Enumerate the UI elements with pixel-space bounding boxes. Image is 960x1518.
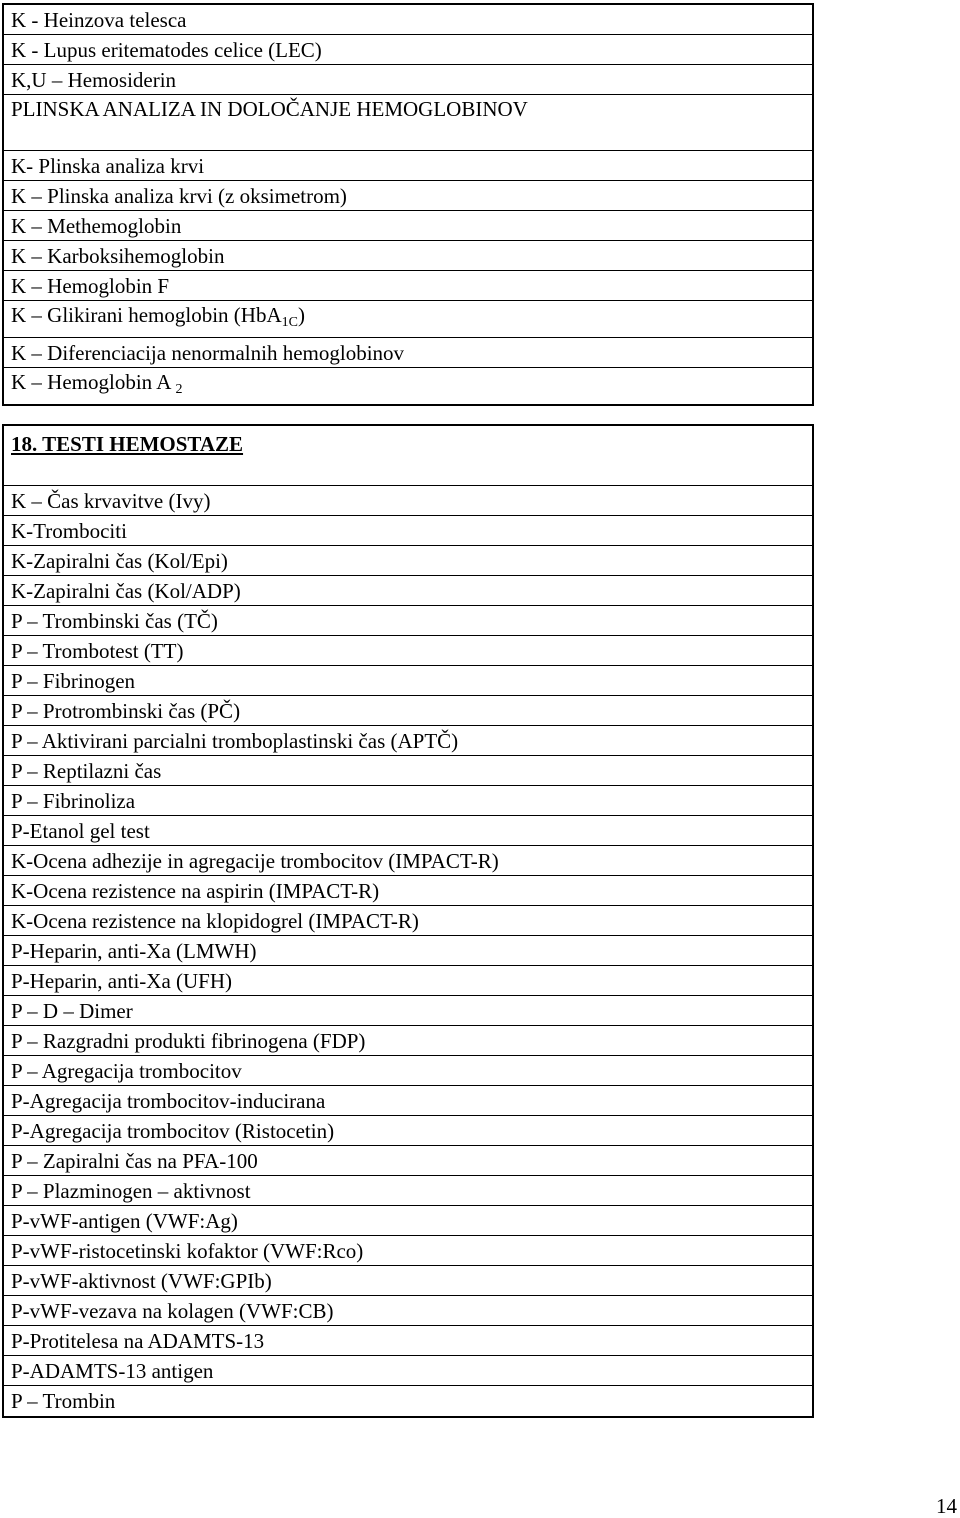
test-row: P – D – Dimer: [3, 996, 813, 1026]
test-row: P – Plazminogen – aktivnost: [3, 1176, 813, 1206]
test-row: P-ADAMTS-13 antigen: [3, 1356, 813, 1386]
test-row: P – Zapiralni čas na PFA-100: [3, 1146, 813, 1176]
test-row: P-vWF-ristocetinski kofaktor (VWF:Rco): [3, 1236, 813, 1266]
test-table-top: [2, 3, 814, 406]
test-row: K-Zapiralni čas (Kol/ADP): [3, 576, 813, 606]
test-row: P – Trombotest (TT): [3, 636, 813, 666]
test-row: P – Trombin: [3, 1386, 813, 1418]
test-row: K – Čas krvavitve (Ivy): [3, 486, 813, 516]
test-row: P – Reptilazni čas: [3, 756, 813, 786]
test-row: P – Aktivirani parcialni tromboplastinski čas (APTČ): [3, 726, 813, 756]
test-row: K – Diferenciacija nenormalnih hemoglobinov: [3, 338, 813, 368]
test-row: K - Lupus eritematodes celice (LEC): [3, 35, 813, 65]
test-label: K – Hemoglobin A: [11, 370, 176, 394]
test-row: K-Ocena rezistence na aspirin (IMPACT-R): [3, 876, 813, 906]
test-row: K – Plinska analiza krvi (z oksimetrom): [3, 181, 813, 211]
test-row: P-vWF-antigen (VWF:Ag): [3, 1206, 813, 1236]
test-row: K - Heinzova telesca: [3, 4, 813, 35]
test-row: P – Fibrinogen: [3, 666, 813, 696]
test-row: K – Hemoglobin F: [3, 271, 813, 301]
test-row: P – Fibrinoliza: [3, 786, 813, 816]
test-row: K – Methemoglobin: [3, 211, 813, 241]
test-row: P-vWF-vezava na kolagen (VWF:CB): [3, 1296, 813, 1326]
test-row-hba1c: [3, 301, 813, 338]
test-label: K – Glikirani hemoglobin (HbA: [11, 303, 282, 327]
test-row: P – Trombinski čas (TČ): [3, 606, 813, 636]
test-row: P – Agregacija trombocitov: [3, 1056, 813, 1086]
test-row: P – Protrombinski čas (PČ): [3, 696, 813, 726]
test-row: K-Trombociti: [3, 516, 813, 546]
test-row: P-Agregacija trombocitov (Ristocetin): [3, 1116, 813, 1146]
test-row: K – Karboksihemoglobin: [3, 241, 813, 271]
section-heading-text: 18. TESTI HEMOSTAZE: [11, 432, 244, 456]
test-row: P – Razgradni produkti fibrinogena (FDP): [3, 1026, 813, 1056]
test-row: P-Etanol gel test: [3, 816, 813, 846]
test-row: K-Ocena adhezije in agregacije trombocitov (IMPACT-R): [3, 846, 813, 876]
test-row: P-Heparin, anti-Xa (LMWH): [3, 936, 813, 966]
test-row: K,U – Hemosiderin: [3, 65, 813, 95]
test-row: K-Zapiralni čas (Kol/Epi): [3, 546, 813, 576]
test-row: P-vWF-aktivnost (VWF:GPIb): [3, 1266, 813, 1296]
test-table-hemostasis: [2, 424, 814, 1418]
subscript-text: 1C: [281, 315, 298, 330]
section-heading: PLINSKA ANALIZA IN DOLOČANJE HEMOGLOBINOV: [3, 95, 813, 151]
test-row-hba2: [3, 368, 813, 406]
test-row: P-Heparin, anti-Xa (UFH): [3, 966, 813, 996]
test-row: P-Protitelesa na ADAMTS-13: [3, 1326, 813, 1356]
subscript-text: 2: [175, 382, 183, 397]
page-number: 14: [936, 1494, 957, 1518]
test-row: K- Plinska analiza krvi: [3, 151, 813, 181]
test-row: K-Ocena rezistence na klopidogrel (IMPACT-R): [3, 906, 813, 936]
test-label-suffix: ): [297, 303, 305, 327]
section-heading: [3, 425, 813, 486]
test-row: P-Agregacija trombocitov-inducirana: [3, 1086, 813, 1116]
